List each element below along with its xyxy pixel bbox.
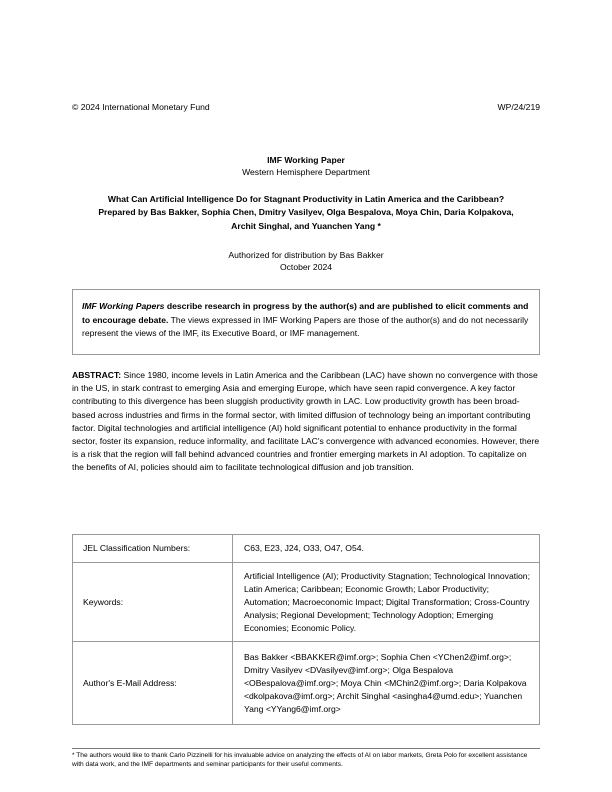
disclaimer-text: The views expressed in IMF Working Papers are those of the author(s) and do not necessarily represent the views of the IMF, its Executive Board, or IMF management. <box>82 314 529 339</box>
paper-id: WP/24/219 <box>497 102 540 112</box>
copyright-notice: © 2024 International Monetary Fund <box>72 102 210 112</box>
keywords-row <box>73 563 540 642</box>
abstract <box>72 369 540 475</box>
disclaimer-bold: describe research in progress by the author(s) and are published to elicit comments and to encourage debate. <box>82 301 529 325</box>
abstract-label: ABSTRACT: <box>72 370 122 380</box>
disclaimer-lead: IMF Working Papers <box>82 301 165 311</box>
publication-date: October 2024 <box>279 262 333 272</box>
authors-line-2: Archit Singhal, and Yuanchen Yang * <box>231 221 381 231</box>
keywords-label: Keywords: <box>73 563 233 642</box>
footnote: * The authors would like to thank Carlo Pizzinelli for his invaluable advice on analyzing the effects of AI on labor markets, Greta Polo for excellent assistance with data work, and the IMF departments and seminar participants for their useful comments. <box>72 752 528 768</box>
disclaimer-box <box>72 289 540 355</box>
keywords-value: Artificial Intelligence (AI); Productivity Stagnation; Technological Innovation; Latin America; Caribbean; Economic Growth; Labor Productivity; Automation; Macroeconomic Impact; Digital Transformation; Cross-Country Analysis; Regional Development; Technology Adoption; Emerging Economies; Economic Policy. <box>233 563 540 642</box>
authors-line-1: Prepared by Bas Bakker, Sophia Chen, Dmitry Vasilyev, Olga Bespalova, Moya Chin, Daria Kolpakova, <box>98 207 514 217</box>
abstract-text: Since 1980, income levels in Latin America and the Caribbean (LAC) have shown no convergence with those in the US, in stark contrast to emerging Asia and emerging Europe, which have seen rapid convergence. A key factor contributing to this divergence has been sluggish productivity growth in LAC. Low productivity growth has been broad-based across industries and firms in the formal sector, with limited diffusion of technology being an important contributing factor. Digital technologies and artificial intelligence (AI) hold significant potential to enhance productivity in the formal sector, foster its expansion, reduce informality, and facilitate LAC's convergence with advanced economies. However, there is a risk that the region will fall behind advanced countries and frontier emerging markets in AI adoption. To capitalize on the benefits of AI, policies should aim to facilitate technological diffusion and job transition. <box>72 370 540 473</box>
department-name: Western Hemisphere Department <box>242 167 370 177</box>
jel-label: JEL Classification Numbers: <box>73 535 233 563</box>
jel-row <box>73 535 540 563</box>
footnote-divider <box>72 748 540 749</box>
authorization-line: Authorized for distribution by Bas Bakker <box>228 250 384 260</box>
metadata-table <box>72 534 540 725</box>
email-row <box>73 642 540 725</box>
jel-value: C63, E23, J24, O33, O47, O54. <box>233 535 540 563</box>
email-value: Bas Bakker <BBAKKER@imf.org>; Sophia Chen <YChen2@imf.org>; Dmitry Vasilyev <DVasilyev@imf.org>; Olga Bespalova <OBespalova@imf.org>; Moya Chin <MChin2@imf.org>; Daria Kolpakova <dkolpakova@imf.org>; Archit Singhal <asingha4@umd.edu>; Yuanchen Yang <YYang6@imf.org> <box>233 642 540 725</box>
paper-title: What Can Artificial Intelligence Do for Stagnant Productivity in Latin America and the Caribbean? <box>107 194 505 204</box>
email-label: Author's E-Mail Address: <box>73 642 233 725</box>
series-name: IMF Working Paper <box>267 155 345 165</box>
